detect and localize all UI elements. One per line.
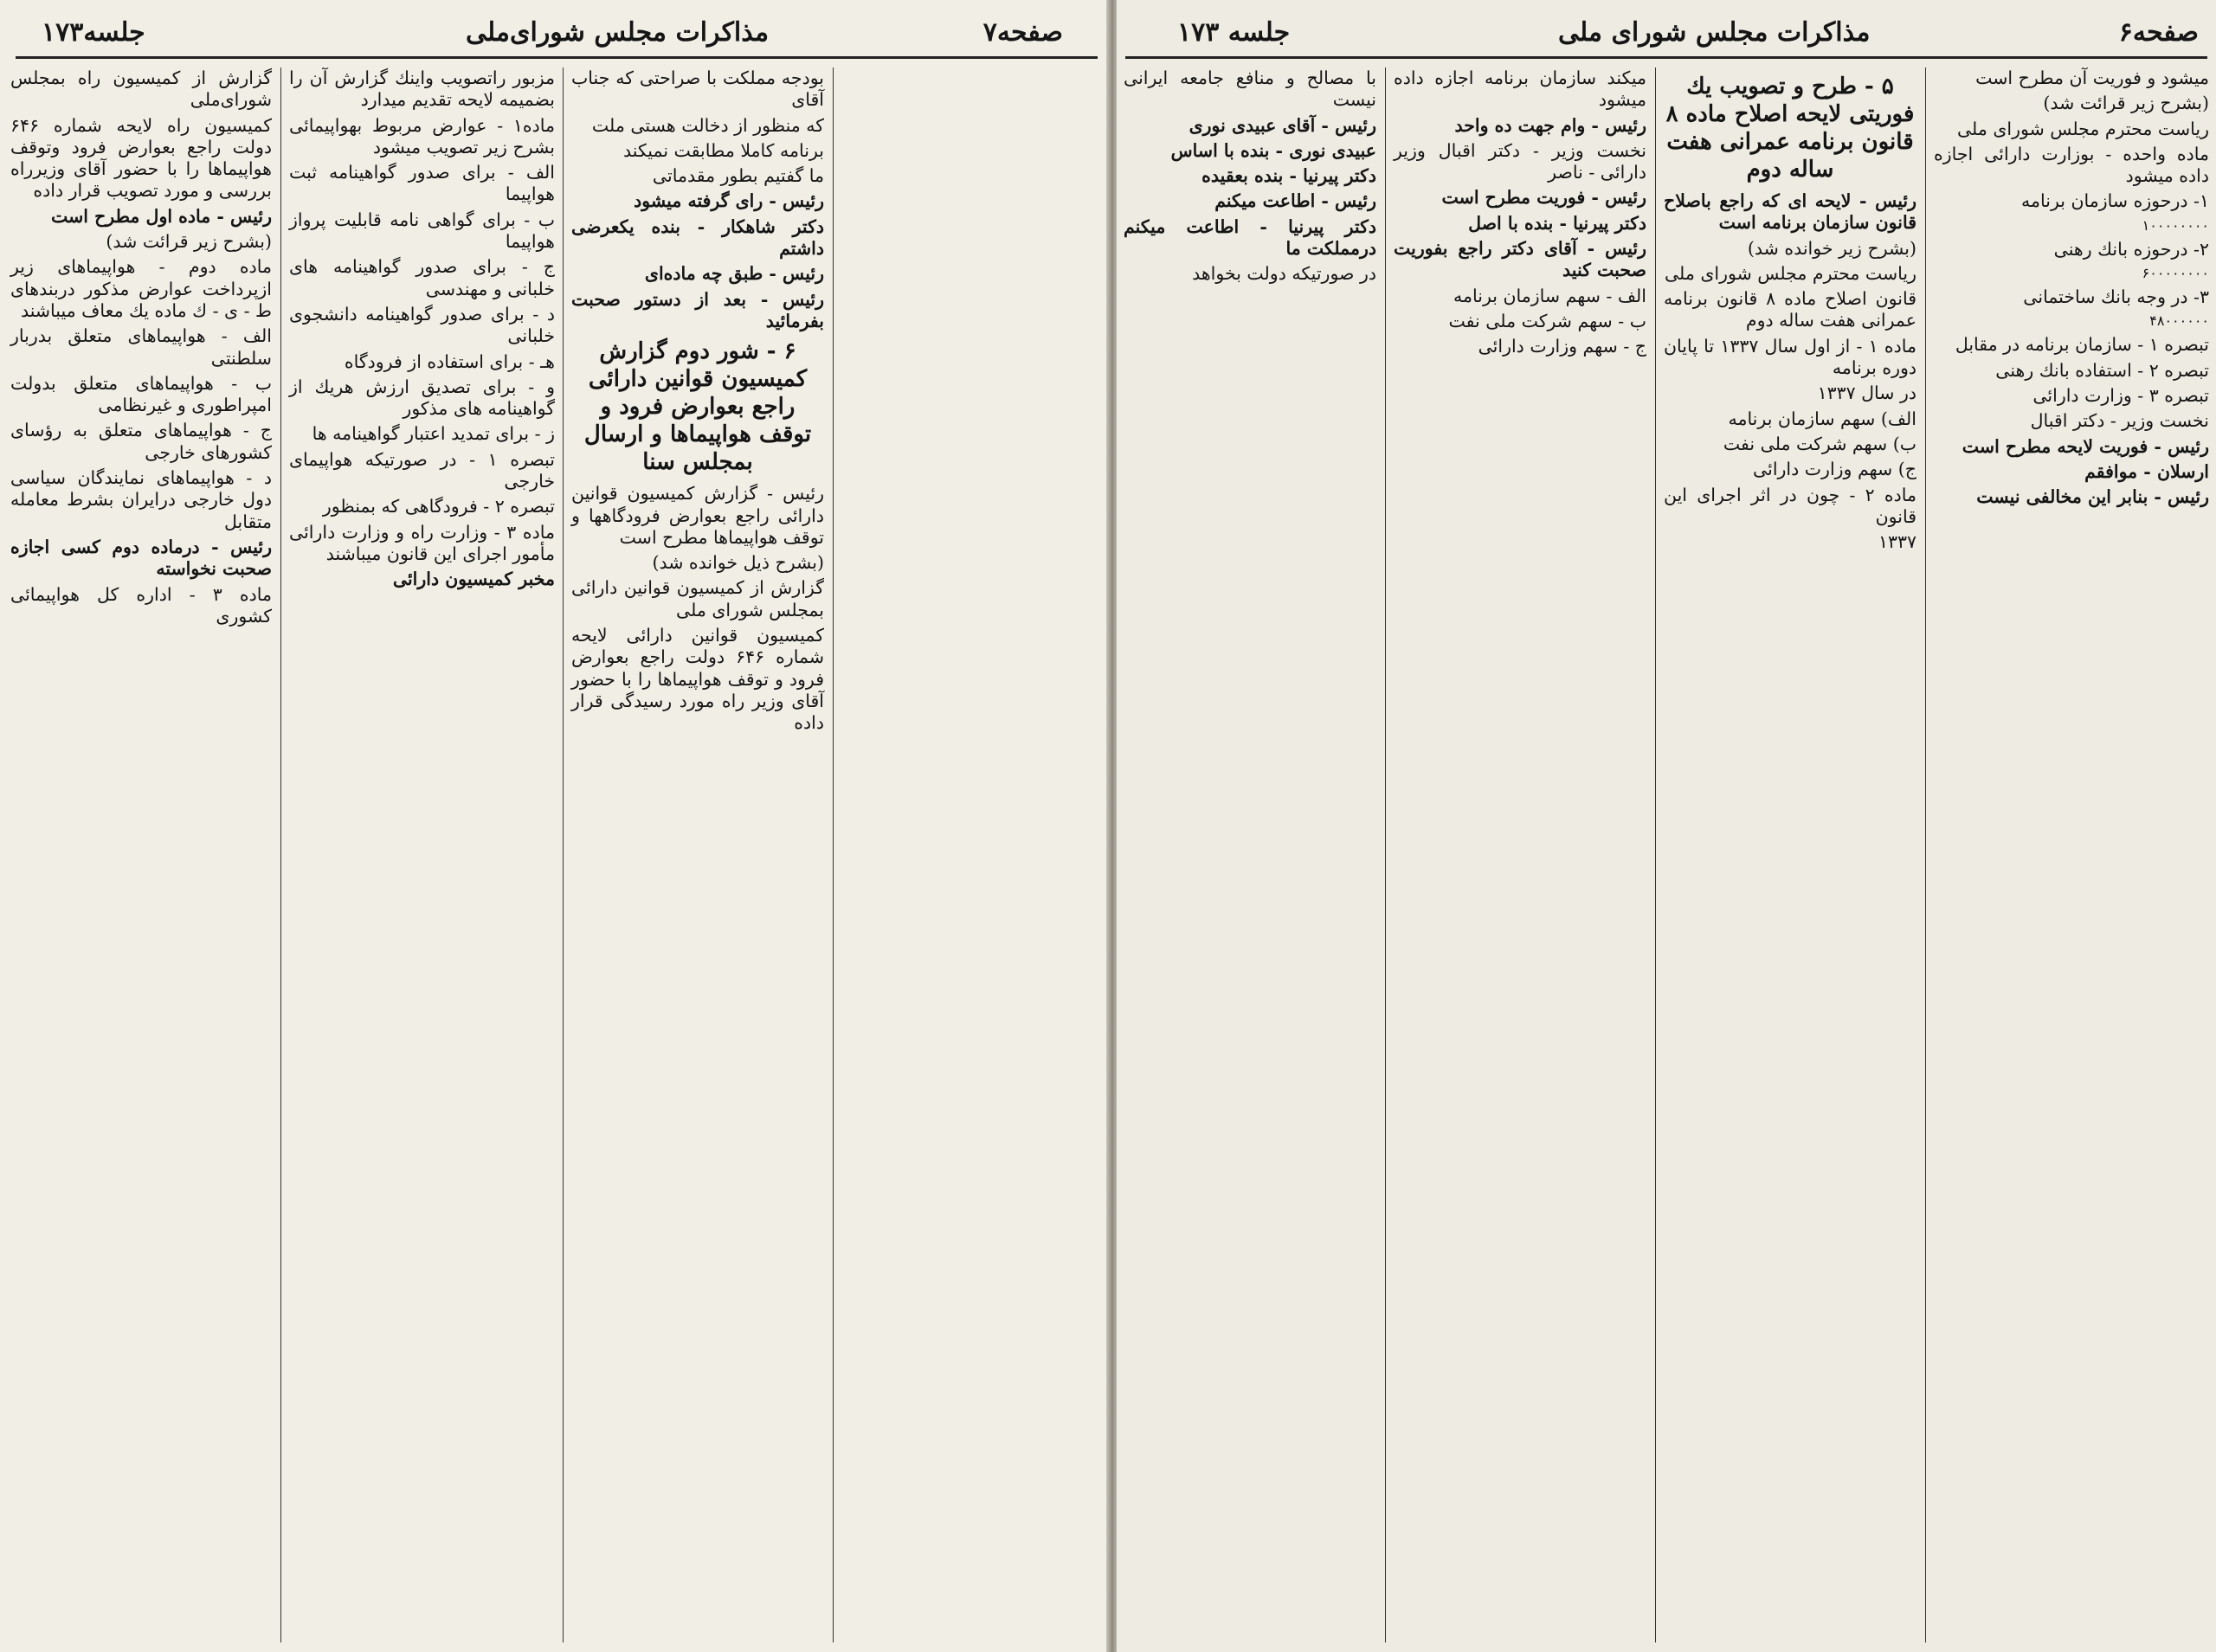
right-column-1 — [1120, 67, 1380, 1642]
speaker-line: دکتر شاهکار - بنده یکعرضی داشتم — [571, 215, 824, 260]
paragraph: که منظور از دخالت هستی ملت — [591, 114, 824, 136]
right-column-3 — [1660, 67, 1920, 1642]
speaker-line: مخبر کمیسیون دارائی — [392, 569, 555, 590]
right-column-2 — [1390, 67, 1650, 1642]
speaker-line: رئیس - اطاعت میکنم — [1214, 190, 1376, 212]
column-divider — [1655, 67, 1656, 1642]
paragraph: ماده ۲ - چون در اثر اجرای این قانون — [1664, 484, 1916, 527]
paragraph: ماده دوم - هواپیماهای زیر ازپرداخت عوارض مذکور دربندهای ط - ی - ك ماده یك معاف میباشند — [10, 256, 272, 321]
speaker-line: دکتر پیرنیا - بنده با اصل — [1468, 212, 1646, 234]
speaker-line: رئیس - لایحه ای که راجع باصلاح قانون سازمان برنامه است — [1664, 190, 1916, 234]
speaker-line: رئیس - آقای دکتر راجع بفوریت صحبت کنید — [1394, 238, 1646, 281]
amount-figure: ۶۰۰۰۰۰۰۰۰ — [2142, 265, 2209, 282]
paragraph: ۳- در وجه بانك ساختمانی — [2023, 286, 2209, 308]
speaker-line: دکتر پیرنیا - بنده بعقیده — [1201, 165, 1376, 187]
paragraph: تبصره ۲ - فرودگاهی که بمنظور — [322, 496, 555, 517]
left-column-1 — [7, 67, 275, 1642]
speaker-line: ارسلان - موافقم — [2084, 460, 2209, 482]
paragraph: ما گفتیم بطور مقدماتی — [652, 165, 824, 187]
paragraph: الف - برای صدور گواهینامه ثبت هواپیما — [289, 162, 555, 205]
paragraph: گزارش از کمیسیون راه بمجلس شورای‌ملی — [10, 67, 272, 111]
paragraph: الف - هواپیماهای متعلق بدربار سلطنتی — [10, 325, 272, 369]
paragraph: د - برای صدور گواهینامه دانشجوی خلبانی — [289, 303, 555, 347]
paragraph: ۲- درحوزه بانك رهنی — [2053, 238, 2209, 260]
section-heading: ۵ - طرح و تصویب یك فوریتی لایحه اصلاح ماده ۸ قانون برنامه عمرانی هفت ساله دوم — [1665, 74, 1915, 183]
speaker-line: رئیس - بنابر این مخالفی نیست — [1976, 486, 2209, 508]
speaker-line: رئیس - وام جهت ده واحد — [1454, 114, 1646, 136]
right-page — [1117, 0, 2216, 1652]
right-column-4 — [1930, 67, 2213, 1642]
speaker-line: رئیس - طبق چه ماده‌ای — [644, 263, 824, 285]
paragraph: هـ - برای استفاده از فرودگاه — [344, 350, 555, 372]
paragraph: ب - هواپیماهای متعلق بدولت امپراطوری و غیرنظامی — [10, 372, 272, 416]
report-caption: گزارش از کمیسیون قوانین دارائی بمجلس شورای ملی — [571, 577, 824, 620]
left-column-3 — [568, 67, 828, 1642]
speaker-line: رئیس - درماده دوم کسی اجازه صحبت نخواسته — [10, 536, 272, 580]
speaker-line: رئیس - فوریت لایحه مطرح است — [1962, 435, 2209, 457]
left-column-2 — [286, 67, 558, 1642]
speaker-line: رئیس - بعد از دستور صحبت بفرمائید — [571, 288, 824, 331]
paragraph: نخست وزیر - دکتر اقبال — [2030, 410, 2209, 432]
paragraph: ریاست محترم مجلس شورای ملی — [1956, 118, 2209, 139]
column-divider — [280, 67, 281, 1642]
paragraph: و - برای تصدیق ارزش هریك از گواهینامه های مذکور — [289, 376, 555, 420]
section-heading: ۶ - شور دوم گزارش کمیسیون قوانین دارائی راجع بعوارض فرود و توقف هواپیماها و ارسال بمجلس سنا — [583, 338, 812, 476]
paragraph: تبصره ۱ - در صورتیکه هواپیمای خارجی — [289, 448, 555, 492]
speaker-line: رئیس - ماده اول مطرح است — [50, 205, 272, 227]
page-title: مذاکرات مجلس شورای‌ملی — [466, 17, 770, 48]
paragraph: ماده ۳ - اداره کل هواپیمائی کشوری — [10, 583, 272, 627]
session-number: جلسه۱۷۳ — [42, 17, 145, 48]
paragraph: ب - برای گواهی نامه قابلیت پرواز هواپیما — [289, 209, 555, 253]
paragraph: میکند سازمان برنامه اجازه داده میشود — [1394, 67, 1646, 111]
session-number: جلسه ۱۷۳ — [1177, 17, 1291, 48]
paragraph: در سال ۱۳۳۷ — [1817, 382, 1916, 404]
paragraph: مزبور راتصویب وا‌ینك گزارش آن را بضمیمه لایحه تقدیم میدارد — [289, 67, 555, 111]
paragraph: تبصره ۲ - استفاده بانك رهنی — [1995, 359, 2209, 381]
left-page-header — [16, 5, 1098, 59]
paragraph: ج - سهم وزارت دارائی — [1478, 336, 1646, 357]
amount-figure: ۱۰۰۰۰۰۰۰۰ — [2142, 216, 2209, 234]
speaker-line: رئیس - فوریت مطرح است — [1441, 187, 1646, 209]
paragraph: میشود و فوریت آن مطرح است — [1975, 67, 2209, 88]
paragraph: الف - سهم سازمان برنامه — [1453, 285, 1646, 306]
year-figure: ۱۳۳۷ — [1878, 531, 1916, 553]
amount-figure: ۴۸۰۰۰۰۰۰ — [2149, 312, 2209, 330]
paragraph: ج) سهم وزارت دارائی — [1753, 459, 1916, 480]
paragraph: ماده ۳ - وزارت راه و وزارت دارائی مأمور اجرای این قانون میباشند — [289, 521, 555, 564]
paragraph: قانون اصلاح ماده ۸ قانون برنامه عمرانی هفت ساله دوم — [1664, 288, 1916, 331]
page-title: مذاکرات مجلس شورای ملی — [1558, 17, 1871, 48]
paragraph: (بشرح زیر قرائت شد) — [2043, 93, 2209, 114]
paragraph: (بشرح ذیل خوانده شد) — [652, 552, 824, 574]
page-number: صفحه۶ — [2118, 17, 2199, 48]
paragraph: د - هواپیماهای نمایندگان سیاسی دول خارجی درایران بشرط معامله متقابل — [10, 467, 272, 532]
speaker-line: عبیدی نوری - بنده با اساس — [1170, 139, 1376, 161]
paragraph: برنامه کاملا مطابقت نمیکند — [623, 139, 824, 161]
speaker-line: رئیس - آقای عبیدی نوری — [1189, 114, 1376, 136]
paragraph: تبصره ۳ - وزارت دارائی — [2032, 384, 2209, 406]
paragraph: ریاست محترم مجلس شورای ملی — [1664, 262, 1916, 284]
paragraph: کمیسیون راه لایحه شماره ۶۴۶ دولت راجع بعوارض فرود وتوقف هواپیماها را با حضور آقای وزیرراه بررسی و مورد تصویب قرار داده — [10, 114, 272, 202]
speaker-line: دکتر پیرنیا - اطاعت میکنم درمملکت ما — [1124, 215, 1376, 260]
paragraph: ز - برای تمدید اعتبار گواهینامه ها — [312, 423, 555, 445]
column-divider — [1925, 67, 1926, 1642]
paragraph: (بشرح زیر قرائت شد) — [106, 231, 272, 253]
paragraph: بودجه مملکت با صراحتی که جناب آقای — [571, 67, 824, 111]
paragraph: ماده واحده - بوزارت دارائی اجازه داده میشود — [1934, 143, 2209, 187]
paragraph: کمیسیون قوانین دارائی لایحه شماره ۶۴۶ دولت راجع بعوارض فرود و توقف هواپیماها را با حضور آقای وزیر راه مورد رسیدگی قرار داده — [571, 625, 824, 734]
paragraph: ماده ۱ - از اول سال ۱۳۳۷ تا پایان دوره برنامه — [1664, 335, 1916, 379]
paragraph: ج - برای صدور گواهینامه های خلبانی و مهندسی — [289, 256, 555, 299]
page-number: صفحه۷ — [982, 17, 1063, 48]
paragraph: ب - سهم شرکت ملی نفت — [1448, 310, 1646, 331]
paragraph: ب) سهم شرکت ملی نفت — [1723, 433, 1916, 454]
paragraph: (بشرح زیر خوانده شد) — [1747, 237, 1916, 259]
speaker-line: رئیس - رای گرفته میشود — [634, 190, 824, 212]
paragraph: نخست وزیر - دکتر اقبال وزیر دارائی - ناصر — [1394, 139, 1646, 183]
column-divider — [1385, 67, 1386, 1642]
paragraph: ج - هواپیماهای متعلق به رؤسای کشورهای خارجی — [10, 420, 272, 463]
paragraph: تبصره ۱ - سازمان برنامه در مقابل — [1955, 334, 2209, 356]
paragraph: الف) سهم سازمان برنامه — [1728, 408, 1916, 429]
right-page-header — [1125, 5, 2207, 59]
column-divider — [833, 67, 834, 1642]
paragraph: ۱- درحوزه سازمان برنامه — [2021, 190, 2209, 212]
column-divider — [563, 67, 564, 1642]
paragraph: ماده۱ - عوارض مربوط بهواپیمائی بشرح زیر تصویب میشود — [289, 114, 555, 157]
paragraph: در صورتیکه دولت بخواهد — [1192, 263, 1376, 285]
paragraph: با مصالح و منافع جامعه ایرانی نیست — [1124, 67, 1376, 111]
paragraph: رئیس - گزارش کمیسیون قوانین دارائی راجع بعوارض فرودگاهها و توقف هواپیماها مطرح است — [571, 483, 824, 548]
